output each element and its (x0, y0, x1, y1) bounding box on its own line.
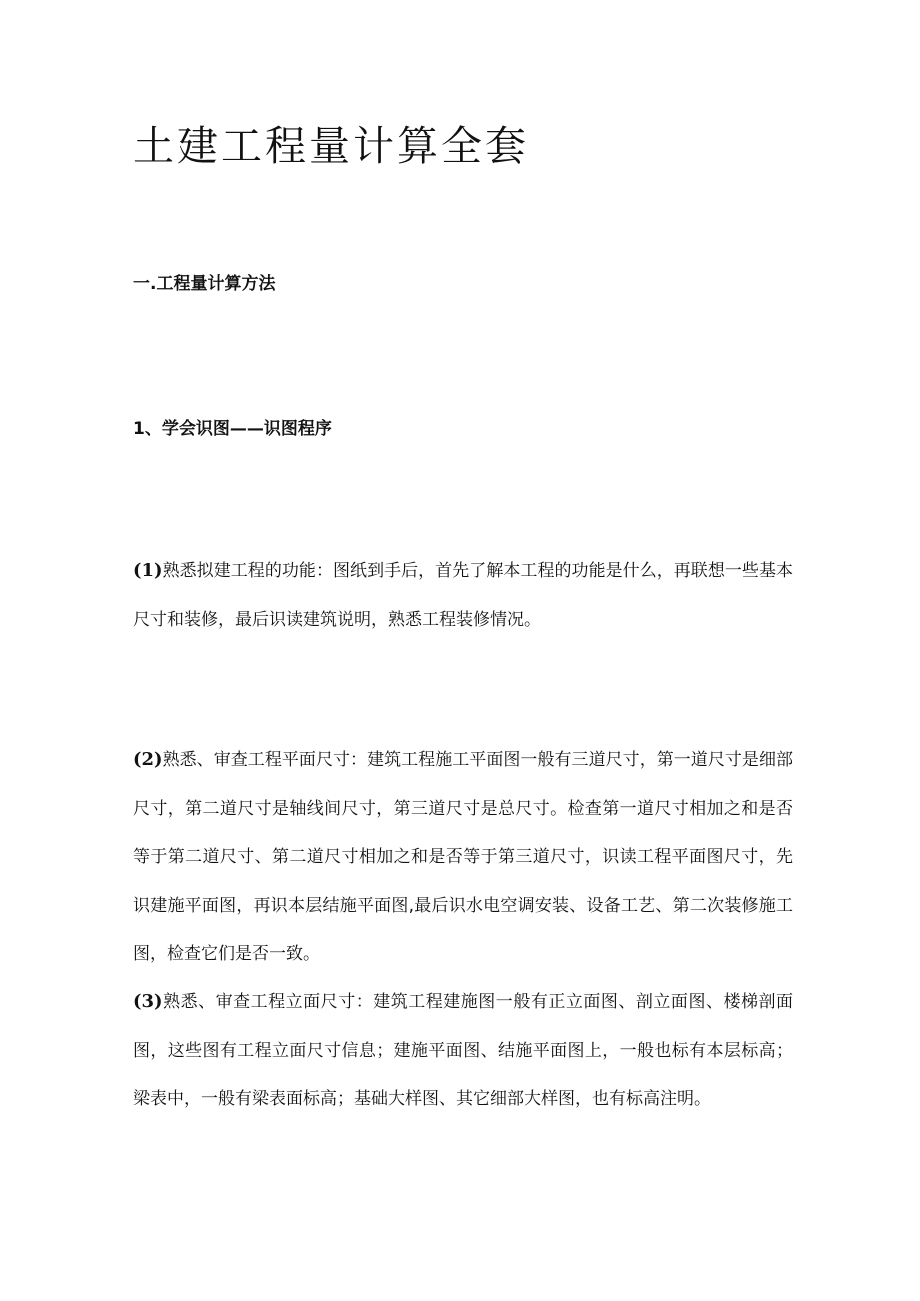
paragraph-text: 熟悉、审查工程立面尺寸：建筑工程建施图一般有正立面图、剖立面图、楼梯剖面图，这些图有工程立面尺寸信息；建施平面图、结施平面图上，一般也标有本层标高；梁表中，一般有梁表面标高；基础大样图、其它细部大样图，也有标高注明。 (133, 992, 793, 1110)
paragraph-text: 熟悉、审查工程平面尺寸：建筑工程施工平面图一般有三道尺寸，第一道尺寸是细部尺寸，第二道尺寸是轴线间尺寸，第三道尺寸是总尺寸。检查第一道尺寸相加之和是否等于第二道尺寸、第二道尺寸相加之和是否等于第三道尺寸，识读工程平面图尺寸，先识建施平面图，再识本层结施平面图,最后识水电空调安装、设备工艺、第二次装修施工图，检查它们是否一致。 (133, 750, 793, 965)
paragraph-number: (3) (133, 991, 163, 1012)
paragraph-number: (2) (133, 749, 163, 770)
subsection-heading: 1、学会识图——识图程序 (133, 419, 332, 439)
paragraph-1 (133, 547, 793, 644)
paragraph-3 (133, 978, 793, 1124)
paragraph-2 (133, 736, 793, 979)
section-heading: 一.工程量计算方法 (133, 274, 276, 294)
paragraph-text: 熟悉拟建工程的功能：图纸到手后，首先了解本工程的功能是什么，再联想一些基本尺寸和装修，最后识读建筑说明，熟悉工程装修情况。 (133, 561, 793, 630)
paragraph-number: (1) (133, 560, 163, 581)
document-title: 土建工程量计算全套 (133, 122, 529, 170)
